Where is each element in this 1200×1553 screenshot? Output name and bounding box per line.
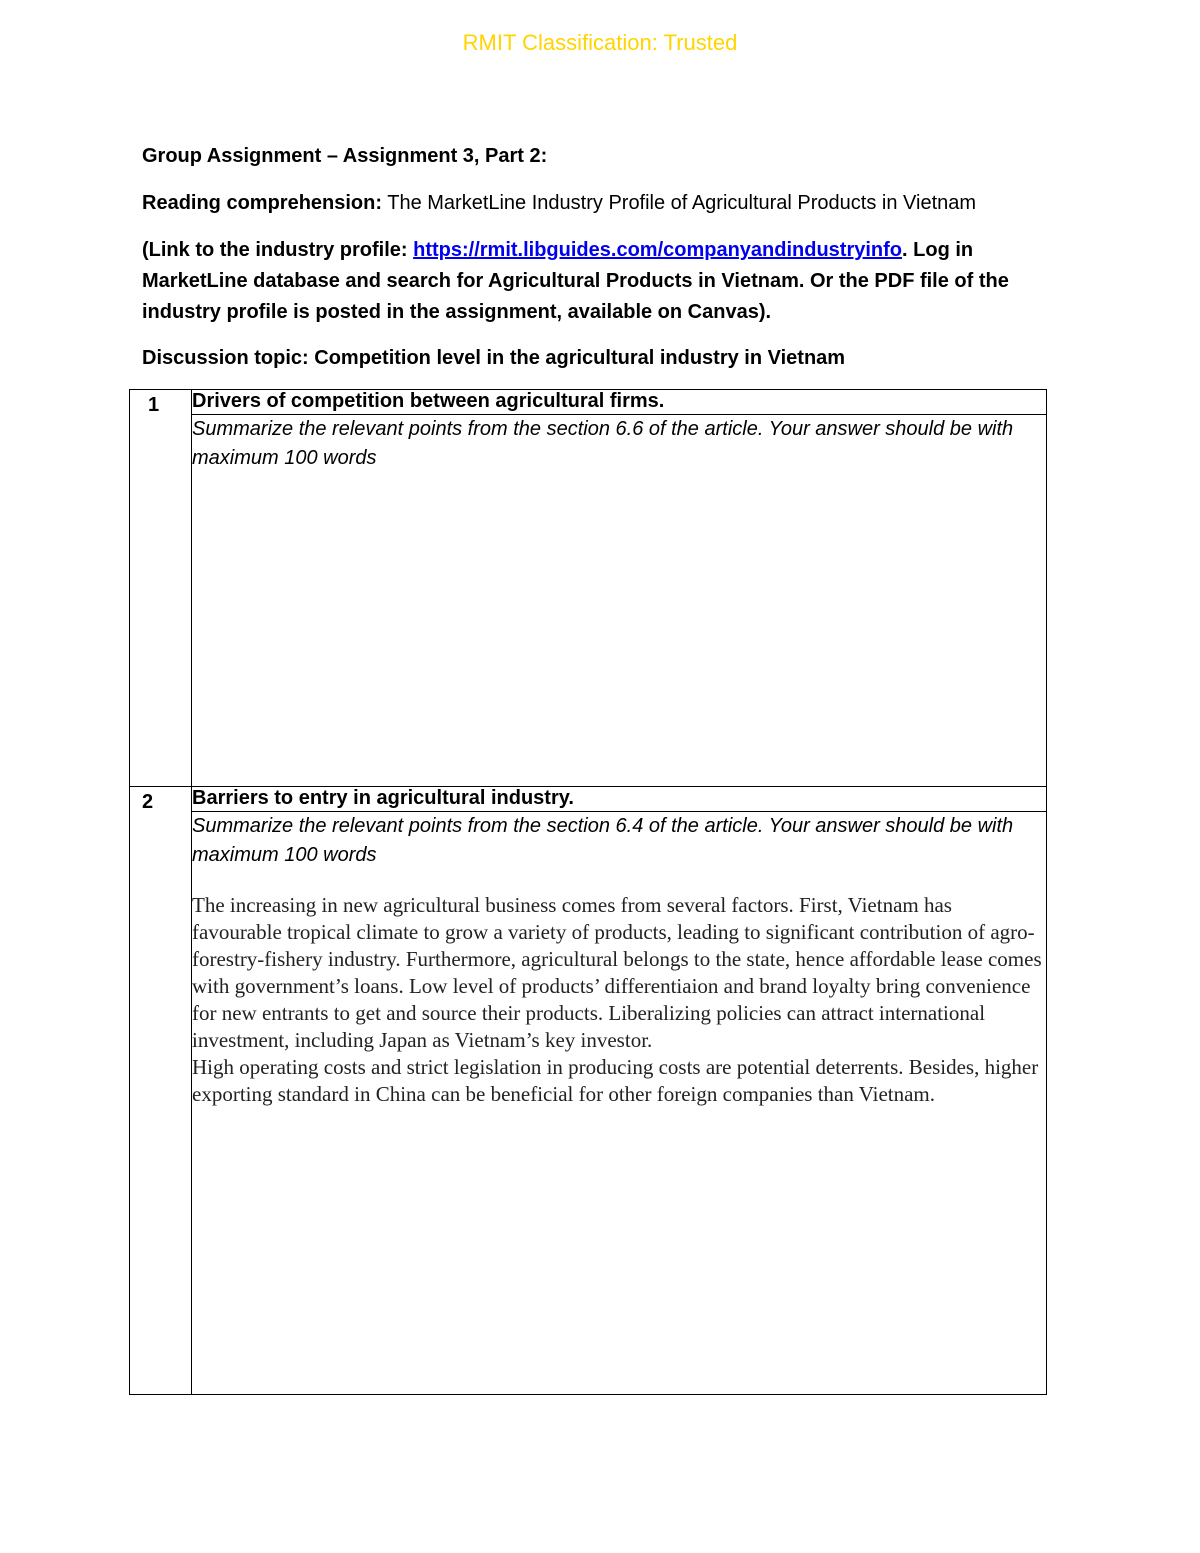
- link-paragraph: [142, 235, 1042, 328]
- question-title: Drivers of competition between agricultural firms.: [192, 390, 1047, 415]
- question-instruction: Summarize the relevant points from the section 6.4 of the article. Your answer should be with maximum 100 words: [192, 815, 1014, 866]
- table-row: [130, 415, 1047, 787]
- answer-text: [192, 892, 1046, 1108]
- questions-table: [129, 389, 1047, 1395]
- assignment-title: Group Assignment – Assignment 3, Part 2:: [142, 145, 548, 167]
- table-row: [130, 787, 1047, 812]
- discussion-topic: Discussion topic: Competition level in the agricultural industry in Vietnam: [142, 347, 846, 369]
- classification-label: RMIT Classification: Trusted: [462, 30, 738, 55]
- answer-cell[interactable]: [192, 812, 1047, 1395]
- answer-cell[interactable]: [192, 415, 1047, 787]
- industry-profile-link[interactable]: https://rmit.libguides.com/companyandindustryinfo: [413, 239, 903, 261]
- reading-label: Reading comprehension:: [142, 192, 383, 214]
- link-prefix: (Link to the industry profile:: [142, 239, 414, 261]
- answer-paragraph: The increasing in new agricultural business comes from several factors. First, Vietnam has favourable tropical climate to grow a variety of products, leading to significant contribution of agro-forestry-fishery industry. Furthermore, agricultural belongs to the state, hence affordable lease comes with government’s loans. Low level of products’ differentiaion and brand loyalty bring convenience for new entrants to get and source their products. Liberalizing policies can attract international investment, including Japan as Vietnam’s key investor.: [192, 893, 1042, 1052]
- question-instruction: Summarize the relevant points from the section 6.6 of the article. Your answer should be with maximum 100 words: [192, 418, 1014, 469]
- question-number: 2: [142, 791, 154, 813]
- link-suffix: . Log in MarketLine database and search for Agricultural Products in Vietnam. Or the PDF file of the industry profile is posted in the assignment, available on Canvas).: [142, 239, 1009, 323]
- question-number: 1: [148, 394, 160, 416]
- table-row: [130, 390, 1047, 415]
- table-row: [130, 812, 1047, 1395]
- question-number-cell: [130, 390, 192, 787]
- reading-text: The MarketLine Industry Profile of Agricultural Products in Vietnam: [382, 192, 977, 214]
- question-title: Barriers to entry in agricultural industry.: [192, 787, 1047, 812]
- question-number-cell: [130, 787, 192, 1395]
- reading-comprehension: [142, 188, 976, 219]
- answer-paragraph: High operating costs and strict legislation in producing costs are potential deterrents. Besides, higher exporting standard in China can be beneficial for other foreign companies than Vietnam.: [192, 1055, 1039, 1106]
